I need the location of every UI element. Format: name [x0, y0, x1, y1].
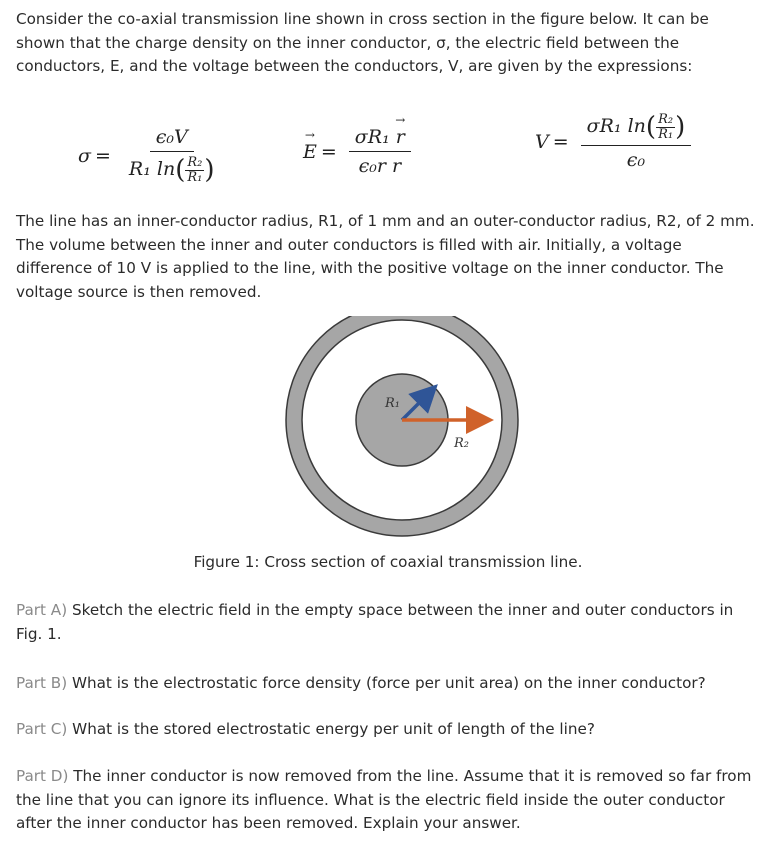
body-paragraph: The line has an inner-conductor radius, R1, of 1 mm and an outer-conductor radius, R2, of 2 mm. The volume between the inner and outer conductors is filled with air. Initially, a voltage difference of 10 V is applied to the line, with the positive voltage on the inner conductor. The voltage source is then removed. [16, 212, 755, 301]
sigma-numerator: ϵ₀V [150, 126, 194, 152]
sigma-equation [78, 126, 221, 185]
r2-label: R₂ [454, 436, 469, 451]
part-b [16, 672, 761, 696]
part-c-text: What is the stored electrostatic energy per unit of length of the line? [72, 720, 595, 738]
efield-fraction [349, 126, 411, 177]
voltage-inner-den: R₁ [658, 126, 674, 142]
efield-equation [303, 126, 411, 177]
sigma-inner-num: R₂ [187, 154, 203, 170]
part-d [16, 765, 761, 836]
efield-num-left: σR₁ [354, 126, 390, 148]
part-c-label: Part C) [16, 720, 68, 738]
sigma-inner-den: R₁ [187, 169, 203, 185]
sigma-lhs: σ [78, 144, 91, 167]
part-c [16, 718, 761, 742]
coax-cross-section-figure [282, 316, 522, 556]
voltage-inner-num: R₂ [658, 111, 674, 127]
part-a-label: Part A) [16, 601, 68, 619]
voltage-equation [535, 112, 691, 171]
part-b-text: What is the electrostatic force density (force per unit area) on the inner conductor? [71, 674, 706, 692]
equations-row [0, 112, 776, 202]
r1-label: R₁ [385, 396, 400, 411]
efield-denominator: ϵ₀r r [358, 155, 402, 177]
sigma-denominator: R₁ ln( $\frac{\text{R₂}}{\text{R₁}}$ ) [128, 154, 215, 185]
voltage-num-prefix: σR₁ ln [586, 115, 646, 137]
voltage-lhs: V [535, 130, 549, 153]
voltage-fraction [581, 112, 692, 171]
part-b-label: Part B) [16, 674, 68, 692]
voltage-numerator: σR₁ ln( $\frac{\text{R₂}}{\text{R₁}}$ ) [581, 112, 692, 146]
efield-num-right: → r [396, 126, 405, 148]
part-d-label: Part D) [16, 767, 69, 785]
efield-lhs: → E [303, 141, 317, 163]
part-d-text: The inner conductor is now removed from the line. Assume that it is removed so far from the line that you can ignore its influence. What is the electric field inside the outer conductor after the inner conductor has been removed. Explain your answer. [16, 767, 752, 832]
intro-paragraph: Consider the co-axial transmission line shown in cross section in the figure below. It can be shown that the charge density on the inner conductor, σ, the electric field between the conductors, E, and the voltage between the conductors, V, are given by the expressions: [16, 10, 709, 75]
efield-numerator [349, 126, 411, 152]
sigma-fraction [123, 126, 221, 185]
part-a-text: Sketch the electric field in the empty space between the inner and outer conductors in Fig. 1. [16, 601, 734, 643]
voltage-denominator: ϵ₀ [626, 149, 646, 171]
equals-sign: = [320, 140, 337, 163]
equals-sign: = [552, 130, 569, 153]
part-a [16, 599, 761, 646]
sigma-den-prefix: R₁ ln [128, 158, 176, 180]
figure-caption: Figure 1: Cross section of coaxial transmission line. [193, 553, 583, 571]
equals-sign: = [94, 144, 111, 167]
